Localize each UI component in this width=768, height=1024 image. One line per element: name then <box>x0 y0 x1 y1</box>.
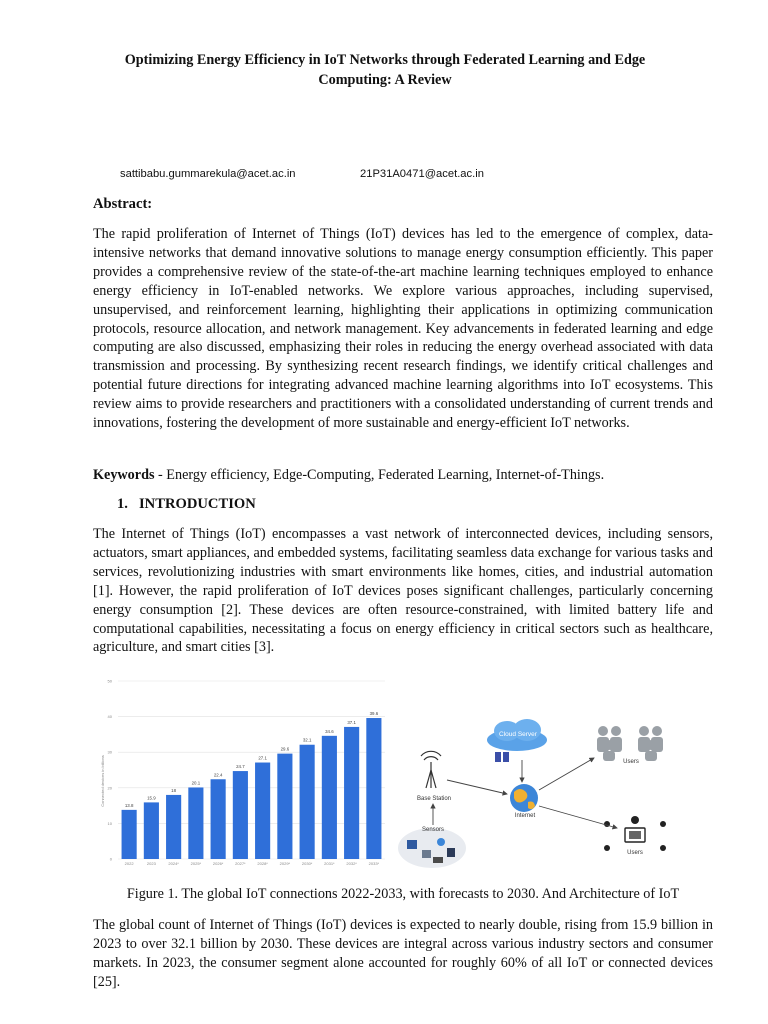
abstract-text: The rapid proliferation of Internet of Things (IoT) devices has led to the emergence of complex, data-intensive networks that demand innovative solutions to manage energy consumption efficiently. This paper provides a comprehensive review of the state-of-the-art machine learning techniques employed to enhance energy efficiency in IoT-enabled networks. We explore various approaches, including supervised, unsupervised, and reinforcement learning, highlighting their applications in optimizing communication protocols, resource allocation, and network management. Key advancements in federated learning and edge computing are also discussed, emphasizing their roles in reducing the energy overhead associated with data transmission and processing. By synthesizing recent research findings, we identify critical challenges and potential future directions for integrating advanced machine learning algorithms into IoT ecosystems. This review aims to provide researchers and practitioners with a consolidated understanding of current trends and innovations, fostering the development of more sustainable and energy-efficient IoT networks. <box>93 226 713 432</box>
users-bottom-label: Users <box>627 850 643 856</box>
chart-data-label: 18 <box>171 787 177 793</box>
chart-x-tick-label: 2030* <box>301 861 313 866</box>
sensors-label: Sensors <box>422 827 445 833</box>
chart-bar <box>144 802 159 859</box>
chart-x-tick-label: 2031* <box>324 861 335 866</box>
iot-connections-chart <box>93 673 389 873</box>
chart-x-tick-label: 2026* <box>212 861 224 866</box>
section-title: INTRODUCTION <box>139 496 256 512</box>
chart-data-label: 13.8 <box>124 802 134 808</box>
title-line-2: Computing: A Review <box>318 72 452 88</box>
chart-y-tick-label: 0 <box>109 856 112 862</box>
internet-label: Internet <box>514 813 536 819</box>
abstract-heading: Abstract: <box>93 196 153 212</box>
author-email-2[interactable]: 21P31A0471@acet.ac.in <box>360 168 484 180</box>
chart-bar <box>188 787 203 859</box>
iot-architecture-diagram <box>389 700 689 876</box>
base-station-label: Base Station <box>417 796 452 802</box>
cloud-server-icon <box>487 719 547 762</box>
chart-y-tick-label: 50 <box>107 678 112 684</box>
chart-x-tick-label: 2024* <box>168 861 179 866</box>
cloud-server-label: Cloud Server <box>499 731 537 738</box>
keywords <box>93 467 604 484</box>
architecture-svg <box>389 700 689 876</box>
chart-bar <box>322 736 337 859</box>
chart-y-tick-label: 30 <box>107 749 112 755</box>
keywords-text: - Energy efficiency, Edge-Computing, Federated Learning, Internet-of-Things. <box>154 467 605 483</box>
chart-y-tick-label: 40 <box>107 714 112 720</box>
users-group-icon <box>597 726 663 761</box>
chart-bar <box>366 718 381 859</box>
chart-data-label: 15.9 <box>147 795 156 801</box>
chart-data-label: 34.6 <box>325 728 334 734</box>
chart-data-label: 20.1 <box>191 780 201 786</box>
keywords-label: Keywords <box>93 467 155 483</box>
introduction-text: The Internet of Things (IoT) encompasses a vast network of interconnected devices, including sensors, actuators, smart appliances, and embedded systems, facilitating seamless data exchange for various tasks and services, revolutionizing industries with smart environments like homes, cities, and industrial automation [1]. However, the rapid proliferation of IoT devices poses significant challenges, particularly concerning energy consumption [2]. These devices are often resource-constrained, with limited battery life and computational capabilities, necessitating a focus on energy efficiency in critical sectors such as healthcare, agriculture, and smart cities [3]. <box>93 526 713 656</box>
chart-data-label: 27.1 <box>258 755 267 761</box>
chart-x-tick-label: 2032* <box>346 861 357 866</box>
chart-y-tick-label: 20 <box>107 785 112 791</box>
chart-bar <box>122 810 137 859</box>
chart-bar <box>233 771 248 859</box>
paper-title <box>100 50 670 90</box>
chart-bar <box>255 763 270 859</box>
figure-caption: Figure 1. The global IoT connections 2022-2033, with forecasts to 2030. And Architecture of IoT <box>126 886 680 902</box>
users-computer-icon <box>604 816 666 851</box>
chart-bar <box>277 754 292 859</box>
closing-paragraph: The global count of Internet of Things (IoT) devices is expected to nearly double, rising from 15.9 billion in 2023 to over 32.1 billion by 2030. These devices are integral across various industry sectors and consumer markets. In 2023, the consumer segment alone accounted for roughly 60% of all IoT or connected devices [25]. <box>93 917 713 990</box>
section-number: 1. <box>117 496 128 512</box>
chart-bar <box>211 779 226 859</box>
chart-svg <box>93 673 389 873</box>
section-heading-introduction <box>117 496 256 513</box>
chart-data-label: 39.6 <box>369 711 379 717</box>
chart-x-tick-label: 2029* <box>279 861 291 866</box>
chart-x-tick-label: 2025* <box>190 861 202 866</box>
chart-x-tick-label: 2022 <box>124 861 134 866</box>
chart-x-tick-label: 2023 <box>146 861 156 866</box>
chart-x-tick-label: 2028* <box>257 861 268 866</box>
chart-data-label: 29.6 <box>280 746 290 752</box>
title-line-1: Optimizing Energy Efficiency in IoT Networks through Federated Learning and Edge <box>124 52 646 68</box>
chart-bar <box>166 795 181 859</box>
chart-bars <box>122 718 382 859</box>
chart-data-label: 22.4 <box>213 772 223 778</box>
chart-y-tick-label: 10 <box>107 820 112 826</box>
chart-x-tick-label: 2027* <box>235 861 246 866</box>
chart-y-axis-label: Connected devices in billions <box>100 755 105 807</box>
internet-globe-icon <box>510 784 538 812</box>
chart-data-label: 32.1 <box>302 737 312 743</box>
chart-bar <box>300 745 315 859</box>
author-email-1[interactable]: sattibabu.gummarekula@acet.ac.in <box>120 168 296 180</box>
users-top-label: Users <box>623 759 639 765</box>
base-station-icon <box>421 751 441 788</box>
sensors-icon <box>398 828 466 868</box>
chart-x-tick-label: 2033* <box>368 861 380 866</box>
chart-data-label: 24.7 <box>236 764 245 770</box>
chart-bar <box>344 727 359 859</box>
chart-data-label: 37.1 <box>347 719 356 725</box>
